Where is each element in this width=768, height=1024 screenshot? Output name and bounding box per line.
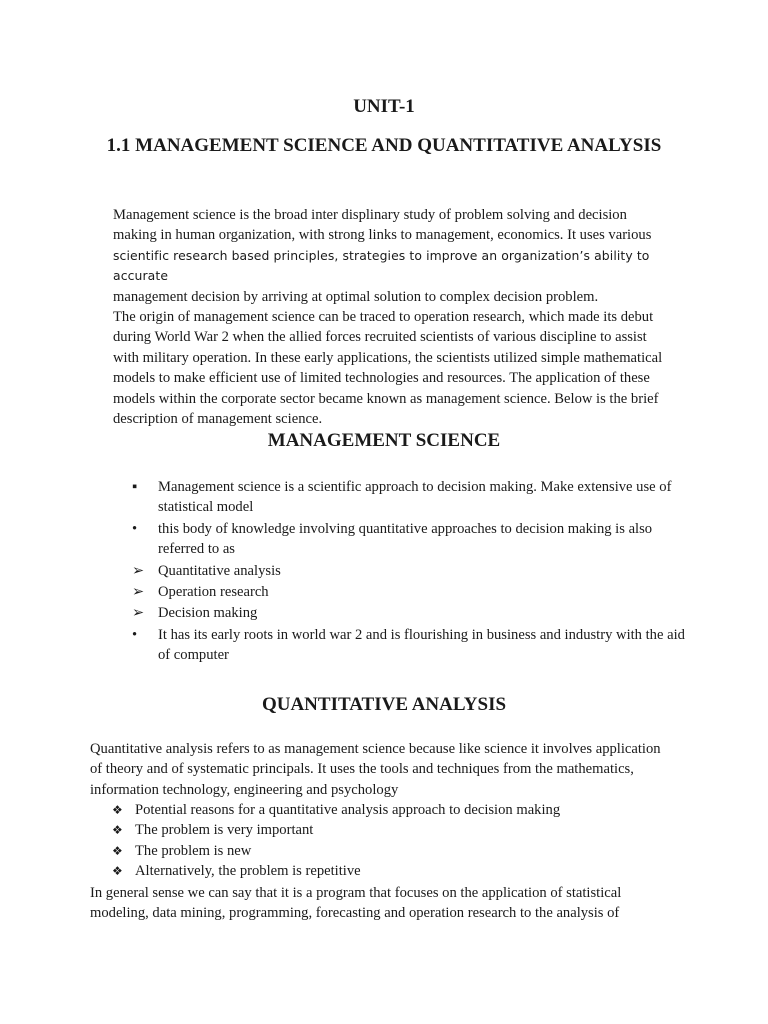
intro-line: management decision by arriving at optimal solution to complex decision problem. [113, 288, 599, 305]
square-bullet-icon: ▪ [132, 479, 138, 495]
list-item-text: The problem is new [135, 842, 252, 859]
intro-line: Management science is the broad inter displinary study of problem solving and decision [113, 207, 627, 223]
diamond-bullet-icon: ❖ [112, 864, 123, 879]
list-item-text: Decision making [158, 605, 258, 622]
list-item [112, 861, 675, 881]
list-item [132, 625, 698, 666]
unit-title: UNIT-1 [353, 96, 415, 117]
list-item-text: this body of knowledge involving quantitative approaches to decision making is also referred to as [158, 520, 653, 558]
list-item-text: Alternatively, the problem is repetitive [135, 863, 361, 880]
intro-line: making in human organization, with strong links to management, economics. It uses various [113, 227, 652, 244]
management-science-list [132, 477, 698, 667]
list-item [132, 561, 698, 581]
list-item-text: It has its early roots in world war 2 and is flourishing in business and industry with the aid of computer [158, 626, 685, 664]
origin-paragraph: The origin of management science can be traced to operation research, which made its debut during World War 2 when the allied forces recruited scientists of various discipline to assist with military operation. In these early applications, the scientists utilized simple mathematical models to make efficient use of limited technologies and resources. The application of these models within the corporate sector became known as management science. Below is the brief description of management science. [113, 309, 663, 428]
list-item [132, 519, 698, 560]
list-item-text: Operation research [158, 584, 269, 601]
arrow-bullet-icon: ➢ [132, 584, 145, 601]
list-item [112, 841, 675, 861]
list-item [132, 603, 698, 623]
section-heading-quantitative-analysis: QUANTITATIVE ANALYSIS [261, 694, 507, 715]
list-item-text: The problem is very important [135, 822, 314, 839]
list-item [132, 582, 698, 602]
chapter-title: 1.1 MANAGEMENT SCIENCE AND QUANTITATIVE ANALYSIS [106, 135, 662, 156]
quantitative-analysis-list [112, 800, 675, 882]
list-item [132, 477, 698, 518]
intro-paragraph [113, 205, 673, 429]
list-item-text: Quantitative analysis [158, 562, 281, 579]
closing-paragraph: In general sense we can say that it is a program that focuses on the application of statistical modeling, data mining, programming, forecasting and operation research to the analysis of [90, 885, 622, 922]
arrow-bullet-icon: ➢ [132, 562, 145, 579]
list-item-text: Potential reasons for a quantitative analysis approach to decision making [135, 802, 561, 818]
section-heading-management-science: MANAGEMENT SCIENCE [267, 430, 501, 451]
quantitative-analysis-paragraph: Quantitative analysis refers to as management science because like science it involves application of theory and of systematic principals. It uses the tools and techniques from the mathematics, information technology, engineering and psychology [90, 741, 661, 798]
diamond-bullet-icon: ❖ [112, 823, 123, 838]
bullet-icon: • [132, 520, 138, 537]
diamond-bullet-icon: ❖ [112, 843, 123, 858]
diamond-bullet-icon: ❖ [112, 803, 123, 817]
list-item-text: Management science is a scientific approach to decision making. Make extensive use of statistical model [158, 479, 672, 516]
arrow-bullet-icon: ➢ [132, 605, 145, 622]
intro-line: scientific research based principles, strategies to improve an organization’s ability to accurate [113, 247, 650, 284]
list-item [112, 820, 675, 840]
bullet-icon: • [132, 626, 138, 643]
list-item [112, 800, 675, 820]
